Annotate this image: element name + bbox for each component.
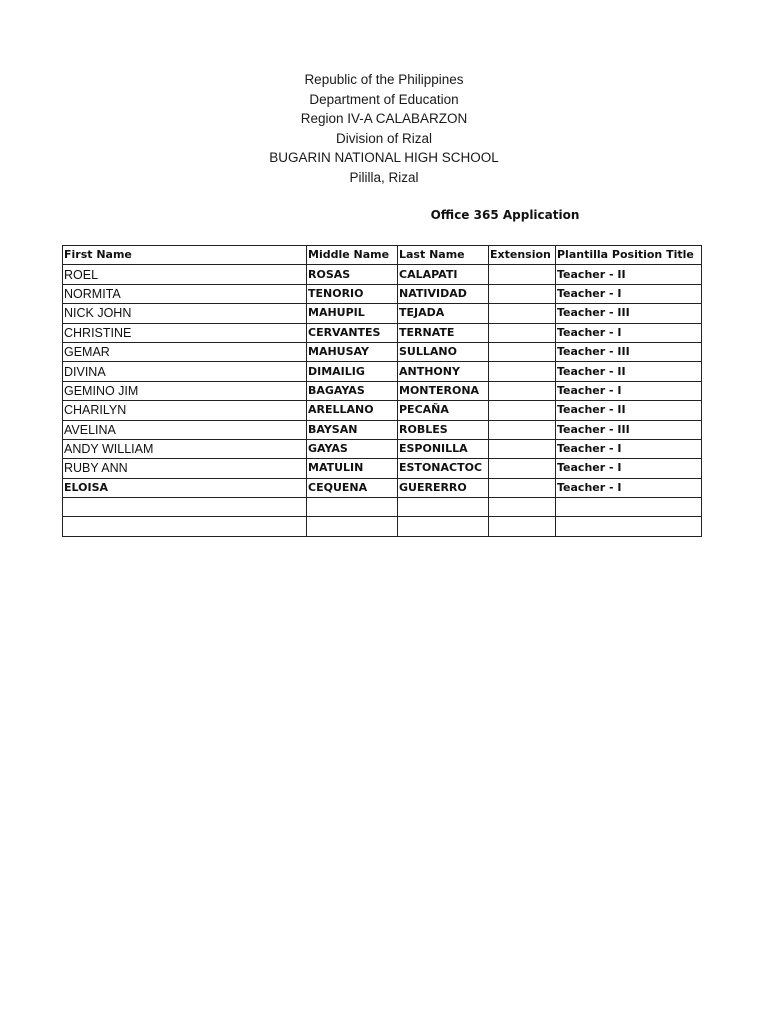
extension-cell [489,401,556,420]
extension-cell [489,517,556,536]
last-name-cell: ESPONILLA [398,439,489,458]
middle-name-cell: MAHUSAY [307,342,398,361]
position-title-cell: Teacher - I [556,459,702,478]
first-name-cell [63,498,307,517]
first-name-cell: GEMAR [63,342,307,361]
header-location: Pililla, Rizal [349,169,419,185]
first-name-cell: CHARILYN [63,401,307,420]
last-name-cell: SULLANO [398,342,489,361]
last-name-cell: ANTHONY [398,362,489,381]
position-title-cell: Teacher - I [556,323,702,342]
first-name-cell: RUBY ANN [63,459,307,478]
extension-cell [489,265,556,284]
middle-name-cell: BAYSAN [307,420,398,439]
table-row [63,362,702,381]
extension-cell [489,498,556,517]
column-header-position-title: Plantilla Position Title [556,246,702,265]
table-row [63,323,702,342]
table-row [63,342,702,361]
header-department: Department of Education [309,91,459,107]
middle-name-cell: MATULIN [307,459,398,478]
extension-cell [489,342,556,361]
last-name-cell: MONTERONA [398,381,489,400]
last-name-cell: ROBLES [398,420,489,439]
last-name-cell [398,498,489,517]
table-row [63,498,702,517]
header-division: Division of Rizal [335,130,433,146]
first-name-cell: DIVINA [63,362,307,381]
extension-cell [489,420,556,439]
table-row [63,420,702,439]
position-title-cell: Teacher - III [556,342,702,361]
table-header-row [63,246,702,265]
middle-name-cell: TENORIO [307,284,398,303]
document-title: Office 365 Application [430,208,580,222]
first-name-cell: AVELINA [63,420,307,439]
last-name-cell: TEJADA [398,304,489,323]
column-header-last-name: Last Name [398,246,489,265]
last-name-cell: NATIVIDAD [398,284,489,303]
middle-name-cell: ROSAS [307,265,398,284]
first-name-cell: ELOISA [63,478,307,497]
extension-cell [489,284,556,303]
last-name-cell: PECAÑA [398,401,489,420]
last-name-cell: ESTONACTOC [398,459,489,478]
first-name-cell: ROEL [63,265,307,284]
table-row [63,304,702,323]
first-name-cell: GEMINO JIM [63,381,307,400]
table-body [63,265,702,536]
extension-cell [489,304,556,323]
position-title-cell: Teacher - II [556,362,702,381]
position-title-cell [556,498,702,517]
table-row [63,478,702,497]
table-row [63,459,702,478]
last-name-cell: TERNATE [398,323,489,342]
extension-cell [489,478,556,497]
first-name-cell [63,517,307,536]
table-row [63,439,702,458]
table-row [63,381,702,400]
header-school: BUGARIN NATIONAL HIGH SCHOOL [269,150,499,165]
extension-cell [489,439,556,458]
last-name-cell [398,517,489,536]
middle-name-cell: CERVANTES [307,323,398,342]
position-title-cell: Teacher - I [556,439,702,458]
position-title-cell: Teacher - I [556,381,702,400]
position-title-cell: Teacher - I [556,478,702,497]
position-title-cell [556,517,702,536]
extension-cell [489,323,556,342]
last-name-cell: GUERERRO [398,478,489,497]
position-title-cell: Teacher - II [556,265,702,284]
middle-name-cell: BAGAYAS [307,381,398,400]
table-row [63,284,702,303]
header-region: Region IV-A CALABARZON [300,111,468,126]
column-header-first-name: First Name [63,246,307,265]
position-title-cell: Teacher - I [556,284,702,303]
middle-name-cell: GAYAS [307,439,398,458]
middle-name-cell: ARELLANO [307,401,398,420]
last-name-cell: CALAPATI [398,265,489,284]
extension-cell [489,381,556,400]
letterhead [0,70,768,187]
first-name-cell: ANDY WILLIAM [63,439,307,458]
extension-cell [489,459,556,478]
middle-name-cell: DIMAILIG [307,362,398,381]
first-name-cell: CHRISTINE [63,323,307,342]
first-name-cell: NORMITA [63,284,307,303]
header-country: Republic of the Philippines [304,72,464,87]
position-title-cell: Teacher - III [556,304,702,323]
middle-name-cell [307,517,398,536]
middle-name-cell: CEQUENA [307,478,398,497]
position-title-cell: Teacher - III [556,420,702,439]
position-title-cell: Teacher - II [556,401,702,420]
applicant-table [62,245,702,537]
middle-name-cell: MAHUPIL [307,304,398,323]
column-header-extension: Extension [489,246,556,265]
table-row [63,265,702,284]
table-row [63,401,702,420]
extension-cell [489,362,556,381]
first-name-cell: NICK JOHN [63,304,307,323]
column-header-middle-name: Middle Name [307,246,398,265]
middle-name-cell [307,498,398,517]
table-row [63,517,702,536]
